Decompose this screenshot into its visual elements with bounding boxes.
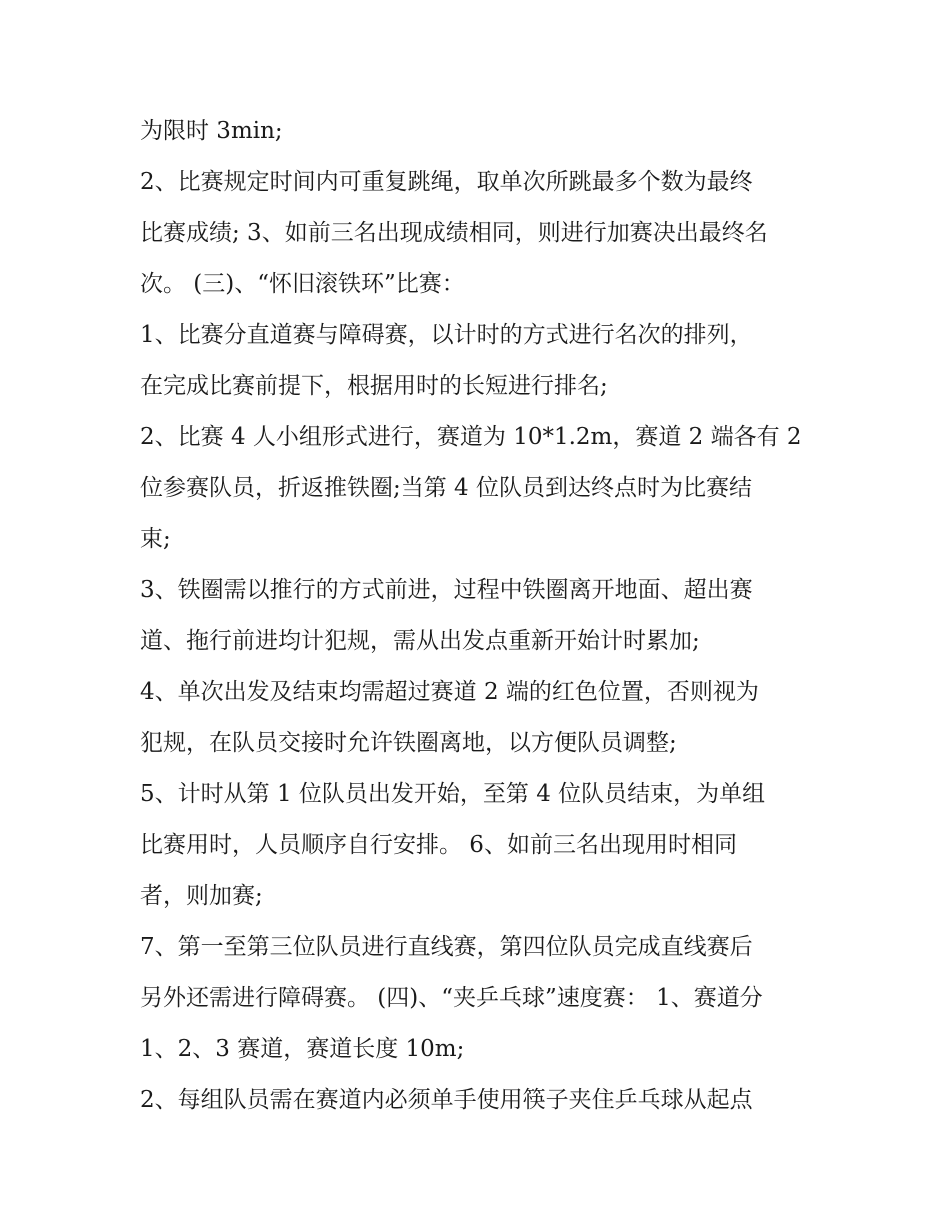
text-line: 比赛成绩; 3、如前三名出现成绩相同，则进行加赛决出最终名 bbox=[140, 220, 768, 246]
text-line: 1、2、3 赛道，赛道长度 10m; bbox=[140, 1036, 465, 1062]
text-line: 另外还需进行障碍赛。 (四)、“夹乒乓球”速度赛： 1、赛道分 bbox=[140, 985, 763, 1011]
text-line: 道、拖行前进均计犯规，需从出发点重新开始计时累加; bbox=[140, 628, 700, 654]
text-line: 2、比赛 4 人小组形式进行，赛道为 10*1.2m，赛道 2 端各有 2 bbox=[140, 424, 802, 450]
text-line: 者，则加赛; bbox=[140, 883, 263, 909]
text-line: 比赛用时，人员顺序自行安排。 6、如前三名出现用时相同 bbox=[140, 832, 737, 858]
text-line: 次。 (三)、“怀旧滚铁环”比赛： bbox=[140, 271, 465, 297]
text-line: 在完成比赛前提下，根据用时的长短进行排名; bbox=[140, 373, 608, 399]
text-line: 为限时 3min; bbox=[140, 118, 283, 144]
text-line: 1、比赛分直道赛与障碍赛，以计时的方式进行名次的排列， bbox=[140, 322, 753, 348]
text-line: 束; bbox=[140, 526, 171, 552]
text-line: 5、计时从第 1 位队员出发开始，至第 4 位队员结束，为单组 bbox=[140, 781, 766, 807]
text-line: 4、单次出发及结束均需超过赛道 2 端的红色位置，否则视为 bbox=[140, 679, 759, 705]
document-body bbox=[140, 106, 820, 1126]
text-line: 3、铁圈需以推行的方式前进，过程中铁圈离开地面、超出赛 bbox=[140, 577, 753, 603]
text-line: 2、每组队员需在赛道内必须单手使用筷子夹住乒乓球从起点 bbox=[140, 1087, 753, 1113]
text-line: 7、第一至第三位队员进行直线赛，第四位队员完成直线赛后 bbox=[140, 934, 753, 960]
text-line: 2、比赛规定时间内可重复跳绳，取单次所跳最多个数为最终 bbox=[140, 169, 753, 195]
text-line: 位参赛队员，折返推铁圈;当第 4 位队员到达终点时为比赛结 bbox=[140, 475, 753, 501]
text-line: 犯规，在队员交接时允许铁圈离地，以方便队员调整; bbox=[140, 730, 677, 756]
